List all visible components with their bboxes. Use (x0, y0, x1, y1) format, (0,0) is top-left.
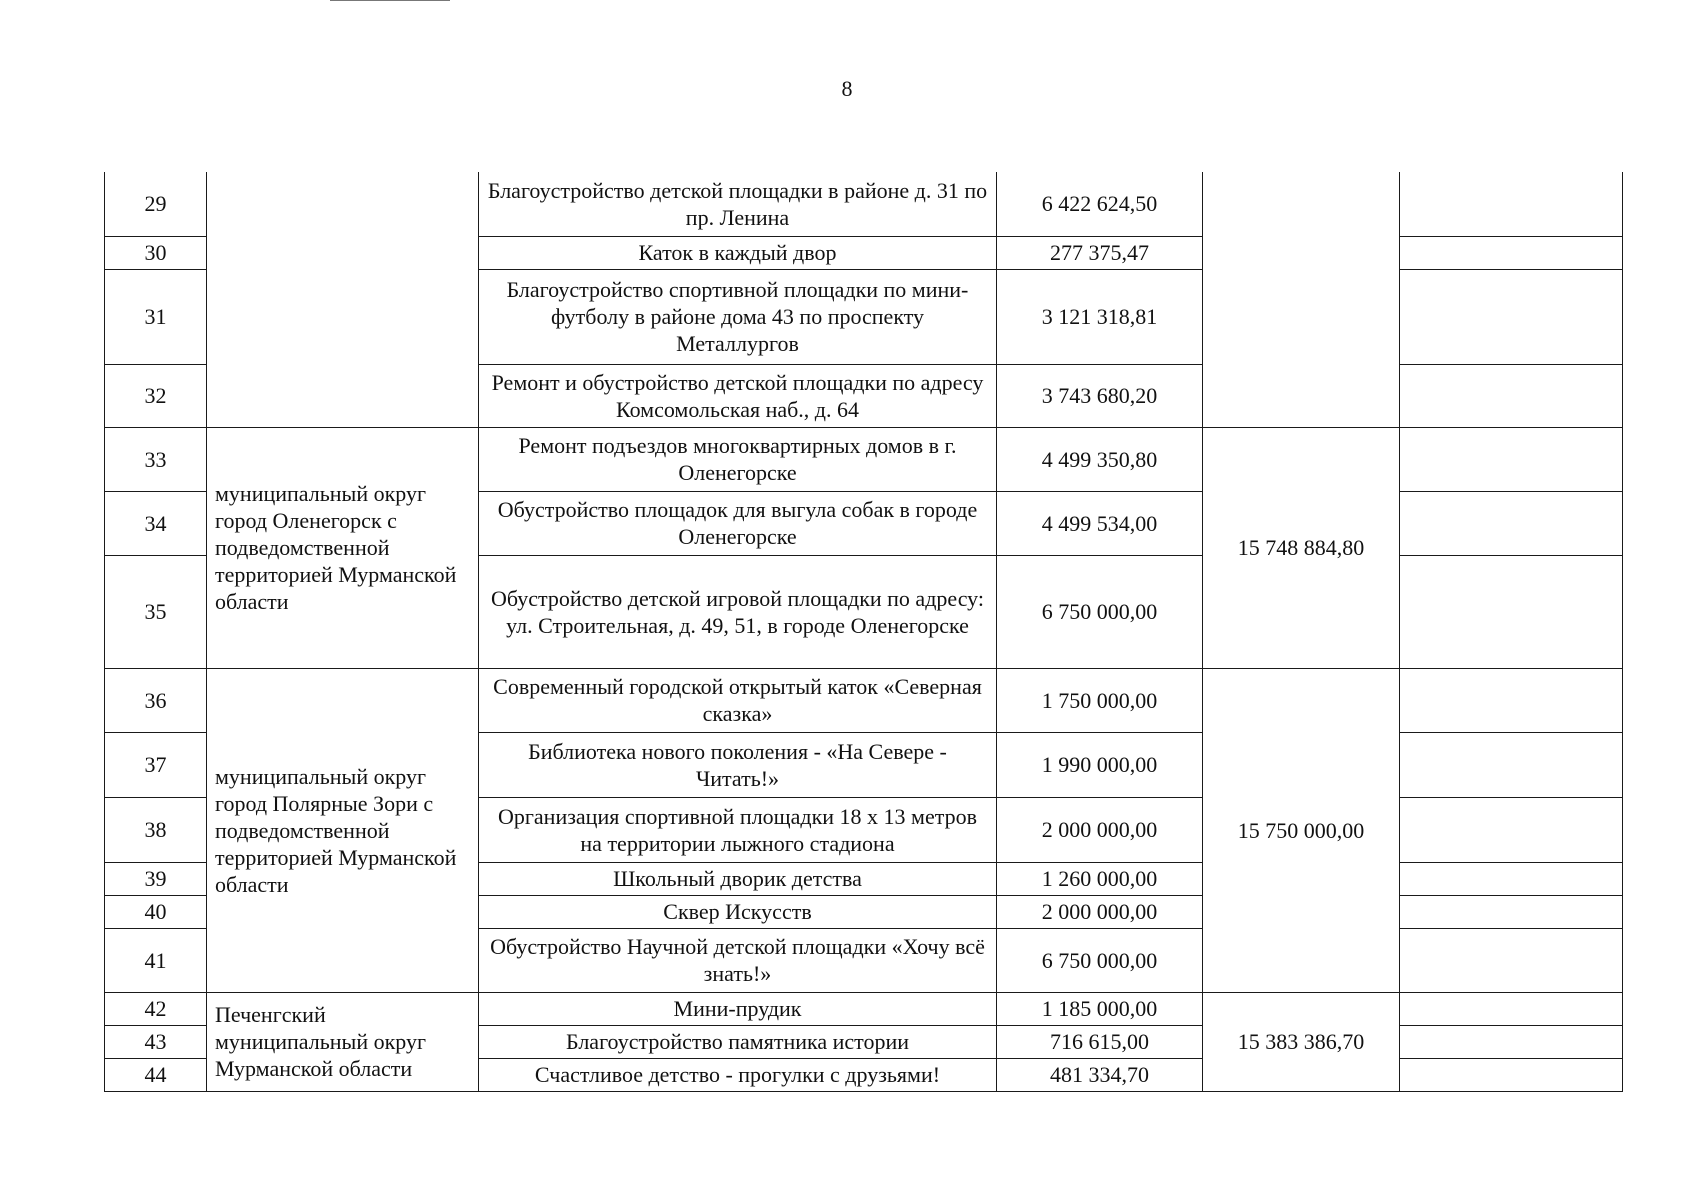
row-number: 36 (105, 668, 207, 732)
row-number: 31 (105, 269, 207, 364)
row-number: 40 (105, 895, 207, 928)
row-number: 38 (105, 797, 207, 862)
empty-cell (1400, 491, 1623, 555)
row-number: 32 (105, 364, 207, 427)
project-amount: 1 750 000,00 (997, 668, 1203, 732)
project-name: Ремонт и обустройство детской площадки по адресу Комсомольская наб., д. 64 (479, 364, 997, 427)
project-amount: 4 499 534,00 (997, 491, 1203, 555)
row-number: 29 (105, 172, 207, 236)
project-name: Обустройство Научной детской площадки «Хочу всё знать!» (479, 928, 997, 992)
project-amount: 6 750 000,00 (997, 555, 1203, 668)
project-amount: 277 375,47 (997, 236, 1203, 269)
project-amount: 4 499 350,80 (997, 427, 1203, 491)
project-amount: 716 615,00 (997, 1025, 1203, 1058)
table-row (105, 427, 1623, 491)
project-name: Благоустройство детской площадки в районе д. 31 по пр. Ленина (479, 172, 997, 236)
municipality-total-empty (1203, 172, 1400, 427)
project-amount: 1 185 000,00 (997, 992, 1203, 1025)
row-number: 42 (105, 992, 207, 1025)
project-name: Благоустройство спортивной площадки по мини-футболу в районе дома 43 по проспекту Металлургов (479, 269, 997, 364)
project-amount: 2 000 000,00 (997, 895, 1203, 928)
project-name: Счастливое детство - прогулки с друзьями! (479, 1058, 997, 1091)
municipality-name: Печенгский муниципальный округ Мурманской области (207, 992, 479, 1091)
project-amount: 1 260 000,00 (997, 862, 1203, 895)
empty-cell (1400, 364, 1623, 427)
row-number: 39 (105, 862, 207, 895)
row-number: 44 (105, 1058, 207, 1091)
empty-cell (1400, 992, 1623, 1025)
table-row (105, 992, 1623, 1025)
project-name: Каток в каждый двор (479, 236, 997, 269)
page-number: 8 (841, 76, 853, 101)
project-name: Мини-прудик (479, 992, 997, 1025)
project-name: Благоустройство памятника истории (479, 1025, 997, 1058)
municipality-total: 15 750 000,00 (1203, 668, 1400, 992)
row-number: 34 (105, 491, 207, 555)
row-number: 33 (105, 427, 207, 491)
project-name: Сквер Искусств (479, 895, 997, 928)
municipality-cell-empty (207, 172, 479, 427)
top-edge-line (330, 0, 450, 2)
municipality-total: 15 383 386,70 (1203, 992, 1400, 1091)
empty-cell (1400, 668, 1623, 732)
row-number: 41 (105, 928, 207, 992)
empty-cell (1400, 1025, 1623, 1058)
table-row (105, 668, 1623, 732)
project-amount: 6 750 000,00 (997, 928, 1203, 992)
table-row (105, 172, 1623, 236)
project-amount: 3 743 680,20 (997, 364, 1203, 427)
project-name: Ремонт подъездов многоквартирных домов в г. Оленегорске (479, 427, 997, 491)
project-amount: 6 422 624,50 (997, 172, 1203, 236)
projects-table (104, 172, 1623, 1092)
project-name: Современный городской открытый каток «Северная сказка» (479, 668, 997, 732)
municipality-name: муниципальный округ город Оленегорск с подведомственной территорией Мурманской области (207, 427, 479, 668)
project-amount: 1 990 000,00 (997, 732, 1203, 797)
empty-cell (1400, 732, 1623, 797)
project-amount: 2 000 000,00 (997, 797, 1203, 862)
empty-cell (1400, 1058, 1623, 1091)
empty-cell (1400, 236, 1623, 269)
empty-cell (1400, 172, 1623, 236)
project-name: Обустройство площадок для выгула собак в городе Оленегорске (479, 491, 997, 555)
municipality-total: 15 748 884,80 (1203, 427, 1400, 668)
project-name: Библиотека нового поколения - «На Севере - Читать!» (479, 732, 997, 797)
project-amount: 3 121 318,81 (997, 269, 1203, 364)
empty-cell (1400, 555, 1623, 668)
empty-cell (1400, 862, 1623, 895)
empty-cell (1400, 928, 1623, 992)
project-name: Обустройство детской игровой площадки по адресу: ул. Строительная, д. 49, 51, в городе Оленегорске (479, 555, 997, 668)
empty-cell (1400, 269, 1623, 364)
row-number: 37 (105, 732, 207, 797)
municipality-name: муниципальный округ город Полярные Зори с подведомственной территорией Мурманской области (207, 668, 479, 992)
project-name: Организация спортивной площадки 18 х 13 метров на территории лыжного стадиона (479, 797, 997, 862)
empty-cell (1400, 427, 1623, 491)
row-number: 43 (105, 1025, 207, 1058)
project-amount: 481 334,70 (997, 1058, 1203, 1091)
row-number: 35 (105, 555, 207, 668)
empty-cell (1400, 895, 1623, 928)
project-name: Школьный дворик детства (479, 862, 997, 895)
row-number: 30 (105, 236, 207, 269)
empty-cell (1400, 797, 1623, 862)
